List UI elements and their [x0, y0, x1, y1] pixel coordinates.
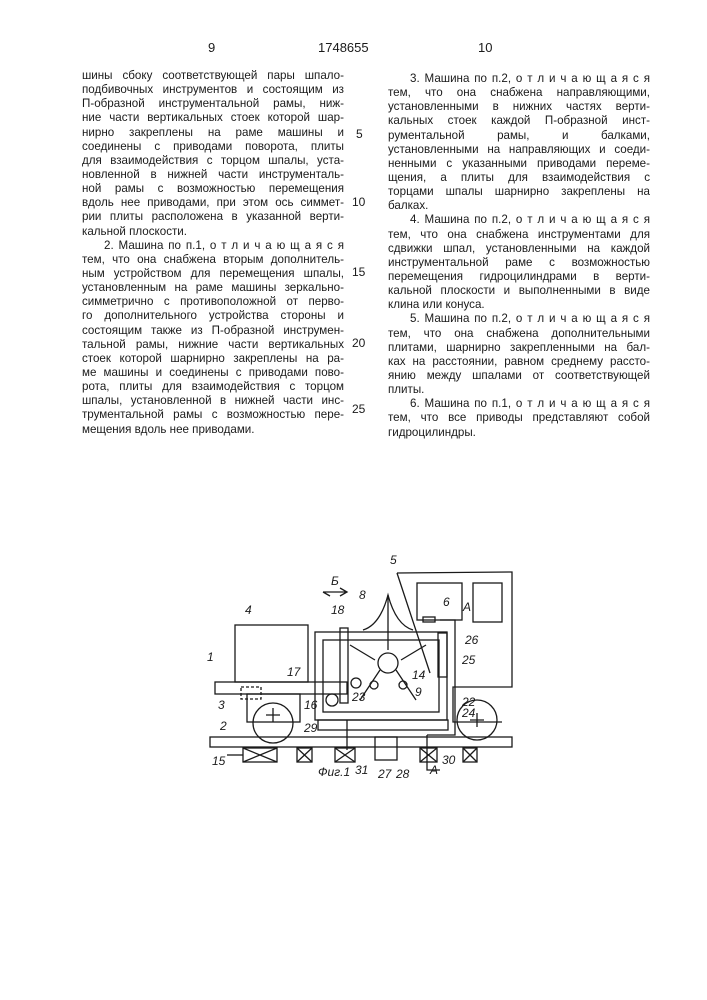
text-line: 4. Машина по п.2, о т л и ч а ю щ а я с я	[388, 213, 650, 227]
label: 27	[377, 767, 393, 781]
text-line: кальной плоскости и выполненными в виде	[388, 284, 650, 298]
text-line: ным устройством для перемещения шпалы,	[82, 267, 344, 281]
plate-27	[375, 737, 397, 760]
label: 30	[442, 753, 456, 767]
label: 22	[461, 695, 476, 709]
text-line: тем, что она снабжена вторым дополнитель-	[82, 253, 344, 267]
text-line: рота, плиты для взаимодействия с торцом	[82, 380, 344, 394]
text-line: новленной в нижней части инструменталь-	[82, 168, 344, 182]
text-line: шины сбоку соответствующей пары шпало-	[82, 69, 344, 83]
text-line: кальной плоскости.	[82, 225, 344, 239]
label: А	[462, 600, 471, 614]
text-line: сдвижки шпал, установленными на каждой	[388, 242, 650, 256]
label: А	[429, 763, 438, 777]
label: 29	[303, 721, 318, 735]
track	[210, 737, 512, 762]
text-line: 2. Машина по п.1, о т л и ч а ю щ а я с я	[82, 239, 344, 253]
label: 6	[443, 595, 450, 609]
text-line: ме машины и соединены с приводами пово-	[82, 366, 344, 380]
text-line: клина или конуса.	[388, 298, 650, 312]
text-line: П-образной инструментальной рамы, ниж-	[82, 97, 344, 111]
text-line: тем, что она снабжена дополнительными	[388, 327, 650, 341]
text-line: балках.	[388, 199, 650, 213]
label: 25	[461, 653, 476, 667]
text-line: янию между шпалами от соответствующей	[388, 369, 650, 383]
text-line: установленным на раме машины зеркально-	[82, 281, 344, 295]
label: Б	[331, 574, 339, 588]
text-line: шпалы, установленной в нижней части инс-	[82, 394, 344, 408]
text-line: го дополнительного устройства стороны и	[82, 309, 344, 323]
text-line: тем, что она снабжена направляющими,	[388, 86, 650, 100]
line-number: 20	[352, 336, 365, 350]
cab-window	[473, 583, 502, 622]
label: 26	[464, 633, 479, 647]
figure-caption: Фиг.1	[318, 765, 350, 779]
text-line: состоящим также из П-образной инструмен-	[82, 324, 344, 338]
text-line: тем, что она снабжена инструментами для	[388, 228, 650, 242]
text-line: рии плиты расположена в указанной верти-	[82, 210, 344, 224]
text-line: ние части вертикальных стоек которой шар-	[82, 111, 344, 125]
text-line: мещения вдоль нее приводами.	[82, 423, 344, 437]
label: 17	[287, 665, 302, 679]
beam-28	[318, 720, 448, 730]
text-line: торцами шпалы шарнирно закреплены на	[388, 185, 650, 199]
label: 9	[415, 685, 422, 699]
line-number: 5	[356, 127, 363, 141]
figure-1-drawing	[0, 0, 707, 1000]
cab-window	[417, 583, 462, 620]
text-line: 6. Машина по п.1, о т л и ч а ю щ а я с я	[388, 397, 650, 411]
text-line: тальной рамы, нижние части вертикальных	[82, 338, 344, 352]
patent-number: 1748655	[318, 40, 369, 55]
text-line: кальных стоек каждой П-образной инст-	[388, 114, 650, 128]
label: 18	[331, 603, 345, 617]
text-line: гидроцилиндры.	[388, 426, 650, 440]
text-line: плитами, шарнирно закрепленными на бал-	[388, 341, 650, 355]
line-number: 15	[352, 265, 365, 279]
text-line: трументальной рамы с возможностью пере-	[82, 408, 344, 422]
text-line: нирно закреплены на раме машины и	[82, 126, 344, 140]
label: 5	[390, 553, 397, 567]
label: 3	[218, 698, 225, 712]
label: 23	[351, 690, 366, 704]
text-line: щения, а плиты для взаимодействия с	[388, 171, 650, 185]
text-line: симметрично с противоположной от перво-	[82, 295, 344, 309]
part-3	[241, 687, 261, 699]
line-number: 25	[352, 402, 365, 416]
text-line: ной рамы с возможностью перемещения	[82, 182, 344, 196]
label: 4	[245, 603, 252, 617]
text-line: установленными в нижних частях верти-	[388, 100, 650, 114]
text-line: рументальной рамы, и балками,	[388, 129, 650, 143]
label: 24	[461, 706, 476, 720]
label: 31	[355, 763, 368, 777]
tool-frame	[315, 632, 447, 720]
text-line: установленными на направляющих и соеди-	[388, 143, 650, 157]
label: 1	[207, 650, 214, 664]
text-line: для взаимодействия с торцом шпалы, уста-	[82, 154, 344, 168]
text-line: инструментальной раме с возможностью	[388, 256, 650, 270]
pivot	[378, 653, 398, 673]
text-line: стоек которой шарнирно закреплены на ра-	[82, 352, 344, 366]
label: 2	[219, 719, 227, 733]
text-line: ках на расстоянии, равном среднему рассто-	[388, 355, 650, 369]
text-line: перемещения гидроцилиндрами в верти-	[388, 270, 650, 284]
page-number-left: 9	[208, 40, 215, 55]
rail	[210, 737, 512, 747]
text-line: 5. Машина по п.2, о т л и ч а ю щ а я с я	[388, 312, 650, 326]
label: 16	[304, 698, 318, 712]
text-line: 3. Машина по п.2, о т л и ч а ю щ а я с я	[388, 72, 650, 86]
label: 14	[412, 668, 426, 682]
line-number: 10	[352, 195, 365, 209]
page-number-right: 10	[478, 40, 492, 55]
text-line: вдоль нее приводами, при этом ось симмет-	[82, 196, 344, 210]
frame-beam-1	[215, 682, 347, 694]
label: 8	[359, 588, 366, 602]
text-line: тем, что все приводы представляют собой	[388, 411, 650, 425]
label: 15	[212, 754, 226, 768]
text-line: подбивочных инструментов и состоящим из	[82, 83, 344, 97]
text-line: ненными с указанными приводами переме-	[388, 157, 650, 171]
text-line: соединены с приводами поворота, плиты	[82, 140, 344, 154]
text-line: плиты.	[388, 383, 650, 397]
label: 28	[395, 767, 410, 781]
